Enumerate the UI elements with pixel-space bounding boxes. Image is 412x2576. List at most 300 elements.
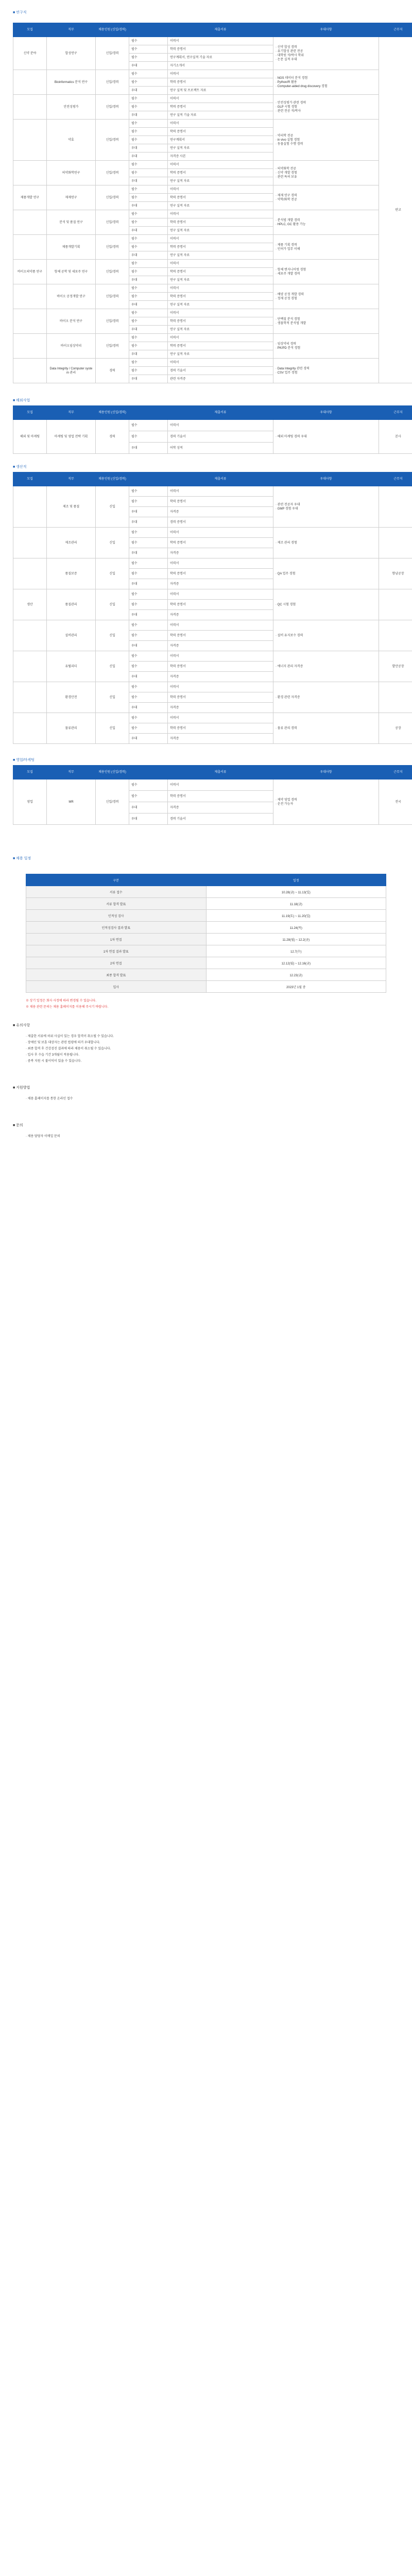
group-cell: 영업 (13, 779, 47, 825)
group-cell (13, 359, 47, 383)
doc-cell: 연구계획서 (168, 136, 273, 144)
header-cell: 근무지 (379, 766, 412, 779)
doc-cell: 경력 기술서 (168, 431, 273, 443)
doc-type-cell: 우대 (129, 814, 168, 825)
doc-cell: 학력 증명서 (168, 723, 273, 734)
location-cell: 전국 (379, 779, 412, 825)
location-cell (379, 528, 412, 558)
table-row (13, 682, 412, 692)
doc-type-cell: 필수 (129, 169, 168, 177)
group-cell: 생산 (13, 589, 47, 620)
doc-type-cell: 필수 (129, 78, 168, 87)
table-row (13, 120, 412, 128)
doc-cell: 이력서 (168, 210, 273, 218)
doc-cell: 학력 증명서 (168, 662, 273, 672)
doc-type-cell: 필수 (129, 260, 168, 268)
count-cell: 신입 (96, 486, 129, 528)
doc-cell: 이력서 (168, 682, 273, 692)
doc-cell: 자기소개서 (168, 62, 273, 70)
count-cell: 신입/경력 (96, 235, 129, 260)
doc-type-cell: 우대 (129, 443, 168, 454)
table-row (13, 235, 412, 243)
header-cell: 채용인원 (신입/경력) (96, 406, 129, 420)
doc-cell: 학력 증명서 (168, 317, 273, 326)
table-row (13, 334, 412, 342)
doc-type-cell: 우대 (129, 301, 168, 309)
doc-type-cell: 우대 (129, 802, 168, 814)
table-row (13, 528, 412, 538)
doc-cell: 학력 증명서 (168, 791, 273, 802)
pref-cell: · 항체 엔지니어링 경험 · 세포주 개발 경력 (273, 260, 379, 284)
doc-type-cell: 필수 (129, 70, 168, 78)
header-row (13, 472, 412, 486)
doc-type-cell: 필수 (129, 284, 168, 293)
schedule-date: 2023년 1월 중 (206, 981, 386, 993)
doc-cell: 연구 실적 자료 (168, 177, 273, 185)
doc-type-cell: 우대 (129, 350, 168, 359)
header-cell (129, 23, 168, 37)
header-cell: 우대사항 (273, 406, 379, 420)
schedule-notes (26, 998, 386, 1009)
doc-cell: 학력 증명서 (168, 293, 273, 301)
pref-cell: · 안전성평가 관련 경력 · GLP 시험 경험 · 관련 전공 석/박사 (273, 95, 379, 120)
apply-label: ■ 지원방법 (13, 1086, 30, 1090)
duty-cell: 제품개발기획 (47, 235, 96, 260)
duty-cell: 바이오 분석 연구 (47, 309, 96, 334)
doc-type-cell: 필수 (129, 558, 168, 569)
table-row (13, 359, 412, 367)
doc-cell: 연구계획서, 연구실적 기술 자료 (168, 54, 273, 62)
schedule-row (26, 945, 386, 957)
count-cell: 신입/경력 (96, 37, 129, 70)
doc-cell: 연구 실적 자료 (168, 227, 273, 235)
count-cell: 신입/경력 (96, 309, 129, 334)
group-cell (13, 682, 47, 713)
schedule-note-2: ※ 채용 관련 문의는 채용 홈페이지를 이용해 주시기 바랍니다. (26, 1006, 109, 1009)
notice-item: · 장애인 및 보훈 대상자는 관련 법령에 의거 우대합니다. (26, 1041, 100, 1044)
sales-jobs-table (13, 765, 412, 825)
schedule-date: 12.23(금) (206, 969, 386, 981)
pref-cell: · 환경 관련 자격증 (273, 682, 379, 713)
count-cell: 신입 (96, 620, 129, 651)
pref-cell: · 약리학 전공 · in vivo 실험 경험 · 동물실험 수행 경력 (273, 120, 379, 161)
pref-cell: · 단백질 분석 경험 · 생물학적 분석법 개발 (273, 309, 379, 334)
group-cell (13, 528, 47, 558)
group-cell (13, 95, 47, 120)
group-cell (13, 161, 47, 185)
duty-cell: 안전성평가 (47, 95, 96, 120)
duty-cell: 설비관리 (47, 620, 96, 651)
group-cell: 제품개발 연구 (13, 185, 47, 210)
doc-cell: 어학 성적 (168, 443, 273, 454)
doc-type-cell: 필수 (129, 620, 168, 631)
doc-cell: 경력 기술서 (168, 367, 273, 375)
doc-cell: 자격증 (168, 703, 273, 713)
doc-type-cell: 필수 (129, 235, 168, 243)
notice-item: · 최종 합격 후 건강검진 결과에 따라 채용이 취소될 수 있습니다. (26, 1047, 111, 1050)
header-row (13, 406, 412, 420)
duty-cell: MR (47, 779, 96, 825)
schedule-note-1: ※ 상기 일정은 회사 사정에 따라 변경될 수 있습니다. (26, 999, 96, 1003)
doc-type-cell: 우대 (129, 62, 168, 70)
doc-type-cell: 우대 (129, 579, 168, 589)
doc-type-cell: 필수 (129, 95, 168, 103)
count-cell: 신입 (96, 528, 129, 558)
table-row (13, 620, 412, 631)
count-cell: 신입/경력 (96, 210, 129, 235)
doc-type-cell: 필수 (129, 420, 168, 431)
doc-cell: 이력서 (168, 70, 273, 78)
doc-type-cell: 우대 (129, 548, 168, 558)
doc-cell: 자격증 (168, 579, 273, 589)
group-cell (13, 713, 47, 744)
apply-text: · 채용 홈페이지를 통한 온라인 접수 (26, 1097, 73, 1100)
schedule-row (26, 969, 386, 981)
doc-type-cell: 필수 (129, 692, 168, 703)
count-cell: 경력 (96, 359, 129, 383)
section1-label: ■ 연구직 (13, 11, 27, 14)
doc-cell: 관련 자격증 (168, 375, 273, 383)
doc-cell: 자격증 (168, 610, 273, 620)
doc-cell: 연구 실적 기술 자료 (168, 111, 273, 120)
doc-type-cell: 필수 (129, 791, 168, 802)
doc-cell: 이력서 (168, 235, 273, 243)
header-cell: 모집 (13, 406, 47, 420)
doc-type-cell: 필수 (129, 268, 168, 276)
schedule-date: 11.24(목) (206, 922, 386, 934)
doc-type-cell: 필수 (129, 45, 168, 54)
group-cell (13, 284, 47, 309)
pref-cell: · 의약화학 전공 · 신약 개발 경험 · 관련 특허 보유 (273, 161, 379, 185)
doc-type-cell: 필수 (129, 359, 168, 367)
group-cell (13, 70, 47, 95)
table-row (13, 779, 412, 791)
header-cell: 우대사항 (273, 472, 379, 486)
doc-type-cell: 우대 (129, 517, 168, 528)
header-cell: 직무 (47, 472, 96, 486)
header-cell: 모집 (13, 472, 47, 486)
duty-cell: 바이오임상약리 (47, 334, 96, 359)
doc-type-cell: 필수 (129, 120, 168, 128)
schedule-date: 10.28(금) ~ 11.13(일) (206, 886, 386, 898)
doc-cell: 연구 실적 자료 (168, 276, 273, 284)
header-cell: 근무지 (379, 472, 412, 486)
schedule-step: 인적성 검사 (26, 910, 207, 922)
doc-type-cell: 우대 (129, 251, 168, 260)
count-cell: 신입/경력 (96, 334, 129, 359)
location-cell: 발안공장 (379, 651, 412, 682)
doc-type-cell: 필수 (129, 161, 168, 169)
doc-type-cell: 필수 (129, 210, 168, 218)
doc-type-cell: 우대 (129, 610, 168, 620)
doc-cell: 학력 증명서 (168, 169, 273, 177)
location-cell: 공장 (379, 713, 412, 744)
contact-text[interactable]: · 채용 담당자 이메일 문의 (26, 1135, 60, 1138)
doc-cell: 이력서 (168, 185, 273, 194)
group-cell (13, 558, 47, 589)
header-cell: 직무 (47, 766, 96, 779)
doc-cell: 학력 증명서 (168, 600, 273, 610)
duty-cell: Data Integrity / Computer system 관리 (47, 359, 96, 383)
table-row (13, 70, 412, 78)
page (0, 0, 412, 1138)
doc-type-cell: 필수 (129, 431, 168, 443)
pref-cell: · 해외 마케팅 경력 우대 (273, 420, 379, 454)
pref-cell: · 물류 관리 경력 (273, 713, 379, 744)
doc-type-cell: 우대 (129, 87, 168, 95)
doc-cell: 이력서 (168, 95, 273, 103)
contact-label: ■ 문의 (13, 1124, 23, 1127)
doc-cell: 연구 실적 자료 (168, 144, 273, 152)
doc-cell: 이력서 (168, 589, 273, 600)
doc-type-cell: 필수 (129, 293, 168, 301)
doc-cell: 이력서 (168, 558, 273, 569)
table-row (13, 260, 412, 268)
duty-cell: 제조 및 품질 (47, 486, 96, 528)
pref-cell: · 제조 관리 경험 (273, 528, 379, 558)
duty-cell: 마케팅 및 영업 전략 기획 (47, 420, 96, 454)
schedule-step: 서류 접수 (26, 886, 207, 898)
doc-cell: 학력 증명서 (168, 78, 273, 87)
header-cell: 직무 (47, 23, 96, 37)
pref-cell: · QA 업무 경험 (273, 558, 379, 589)
doc-type-cell: 필수 (129, 651, 168, 662)
group-cell (13, 651, 47, 682)
doc-type-cell: 필수 (129, 486, 168, 497)
schedule-step: 2차 면접 (26, 957, 207, 969)
table-row (13, 558, 412, 569)
duty-cell: 분석 및 품질 연구 (47, 210, 96, 235)
duty-cell: 제조관리 (47, 528, 96, 558)
doc-type-cell: 필수 (129, 713, 168, 723)
doc-type-cell: 우대 (129, 177, 168, 185)
section3-label: ■ 생산직 (13, 465, 27, 469)
schedule-date: 11.19(토) ~ 11.20(일) (206, 910, 386, 922)
table-row (13, 185, 412, 194)
doc-type-cell: 필수 (129, 538, 168, 548)
duty-cell: 제제연구 (47, 185, 96, 210)
doc-type-cell: 필수 (129, 528, 168, 538)
doc-type-cell: 우대 (129, 641, 168, 651)
doc-cell: 이력서 (168, 161, 273, 169)
header-cell (129, 472, 168, 486)
table-row (13, 589, 412, 600)
schedule-header (26, 874, 386, 886)
doc-cell: 연구 실적 자료 (168, 301, 273, 309)
doc-type-cell: 우대 (129, 375, 168, 383)
schedule-row (26, 886, 386, 898)
location-cell (379, 620, 412, 651)
doc-cell: 학력 증명서 (168, 631, 273, 641)
doc-cell: 학력 증명서 (168, 128, 273, 136)
table-row (13, 161, 412, 169)
doc-type-cell: 필수 (129, 723, 168, 734)
doc-cell: 학력 증명서 (168, 692, 273, 703)
doc-cell: 학력 증명서 (168, 218, 273, 227)
table-row (13, 37, 412, 45)
doc-type-cell: 우대 (129, 703, 168, 713)
schedule-step: 최종 합격 발표 (26, 969, 207, 981)
doc-type-cell: 필수 (129, 342, 168, 350)
group-cell: 해외 및 마케팅 (13, 420, 47, 454)
notice-list (26, 1033, 386, 1063)
header-cell: 모집 (13, 23, 47, 37)
doc-type-cell: 필수 (129, 779, 168, 791)
schedule-row (26, 898, 386, 910)
count-cell: 신입/경력 (96, 70, 129, 95)
doc-cell: 자격증 (168, 672, 273, 682)
table-row (13, 486, 412, 497)
doc-cell: 학력 증명서 (168, 569, 273, 579)
header-cell (129, 406, 168, 420)
doc-type-cell: 우대 (129, 672, 168, 682)
group-cell (13, 486, 47, 528)
location-cell: 판교 (379, 37, 412, 383)
doc-cell: 자격증 (168, 507, 273, 517)
doc-type-cell: 필수 (129, 103, 168, 111)
count-cell: 신입 (96, 589, 129, 620)
doc-cell: 이력서 (168, 309, 273, 317)
schedule-step: 서류 합격 발표 (26, 898, 207, 910)
table-row (13, 309, 412, 317)
doc-type-cell: 우대 (129, 326, 168, 334)
group-cell (13, 334, 47, 359)
doc-type-cell: 필수 (129, 54, 168, 62)
group-cell (13, 620, 47, 651)
table-row (13, 420, 412, 431)
doc-cell: 자격증 (168, 548, 273, 558)
doc-cell: 이력서 (168, 486, 273, 497)
schedule-date: 11.28(월) ~ 12.2(금) (206, 934, 386, 945)
header-cell: 제출서류 (168, 406, 273, 420)
count-cell: 신입/경력 (96, 284, 129, 309)
doc-cell: 연구 실적 자료 (168, 251, 273, 260)
schedule-row (26, 981, 386, 993)
doc-type-cell: 필수 (129, 334, 168, 342)
count-cell: 신입/경력 (96, 95, 129, 120)
schedule-row (26, 934, 386, 945)
doc-type-cell: 필수 (129, 136, 168, 144)
schedule-step: 1차 면접 (26, 934, 207, 945)
doc-cell: 학력 증명서 (168, 497, 273, 507)
doc-type-cell: 우대 (129, 507, 168, 517)
count-cell: 경력 (96, 420, 129, 454)
pref-cell: · 분석법 개발 경력 · HPLC, GC 활용 가능 (273, 210, 379, 235)
notice-item: · 제출한 서류에 허위 사실이 있는 경우 합격이 취소될 수 있습니다. (26, 1035, 114, 1038)
duty-cell: 의약화학연구 (47, 161, 96, 185)
count-cell: 신입 (96, 682, 129, 713)
doc-type-cell: 우대 (129, 144, 168, 152)
pref-cell: · 에너지 관리 자격증 (273, 651, 379, 682)
duty-cell: 합성연구 (47, 37, 96, 70)
doc-cell: 자격증 (168, 734, 273, 744)
group-cell (13, 120, 47, 161)
research-jobs-table (13, 23, 412, 383)
notice-label: ■ 유의사항 (13, 1024, 30, 1027)
table-row (13, 95, 412, 103)
doc-type-cell: 필수 (129, 631, 168, 641)
table-row (13, 713, 412, 723)
production-jobs-table (13, 472, 412, 744)
schedule-date: 11.18(금) (206, 898, 386, 910)
table-row (13, 210, 412, 218)
group-cell (13, 309, 47, 334)
doc-cell: 이력서 (168, 120, 273, 128)
pref-cell: · 배양 공정 개발 경력 · 정제 공정 경험 (273, 284, 379, 309)
location-cell (379, 486, 412, 528)
count-cell: 신입 (96, 651, 129, 682)
doc-cell: 자격증 (168, 641, 273, 651)
doc-cell: 이력서 (168, 334, 273, 342)
group-cell: 바이오의약품 연구 (13, 260, 47, 284)
location-cell (379, 589, 412, 620)
doc-cell: 이력서 (168, 260, 273, 268)
count-cell: 신입/경력 (96, 260, 129, 284)
header-cell: 제출서류 (168, 23, 273, 37)
doc-type-cell: 필수 (129, 218, 168, 227)
schedule-step: 인적성검사 결과 발표 (26, 922, 207, 934)
doc-type-cell: 필수 (129, 37, 168, 45)
duty-cell: 항체 공학 및 세포주 연구 (47, 260, 96, 284)
group-cell: 신약 분야 (13, 37, 47, 70)
header-cell: 모집 (13, 766, 47, 779)
doc-cell: 이력서 (168, 37, 273, 45)
schedule-row (26, 910, 386, 922)
doc-cell: 이력서 (168, 713, 273, 723)
duty-cell: 바이오 공정개발 연구 (47, 284, 96, 309)
header-cell: 직무 (47, 406, 96, 420)
doc-cell: 학력 증명서 (168, 538, 273, 548)
duty-cell: 품질관리 (47, 589, 96, 620)
pref-cell: · 설비 유지보수 경력 (273, 620, 379, 651)
schedule-date: 12.7(수) (206, 945, 386, 957)
duty-cell: 환경안전 (47, 682, 96, 713)
location-cell (379, 682, 412, 713)
pref-cell: · 임상약리 경력 · PK/PD 분석 경험 (273, 334, 379, 359)
doc-cell: 학력 증명서 (168, 342, 273, 350)
doc-type-cell: 필수 (129, 367, 168, 375)
header-cell: 제출서류 (168, 472, 273, 486)
schedule-row (26, 922, 386, 934)
doc-cell: 연구 실적 자료 (168, 326, 273, 334)
table-row (13, 651, 412, 662)
doc-type-cell: 우대 (129, 111, 168, 120)
header-cell: 채용인원 (신입/경력) (96, 23, 129, 37)
doc-cell: 이력서 (168, 284, 273, 293)
table-row (13, 284, 412, 293)
header-cell: 근무지 (379, 23, 412, 37)
group-cell (13, 235, 47, 260)
doc-cell: 경력 기술서 (168, 814, 273, 825)
doc-cell: 연구 실적 및 프로젝트 자료 (168, 87, 273, 95)
duty-cell: 유틸리티 (47, 651, 96, 682)
doc-type-cell: 필수 (129, 194, 168, 202)
header-row (13, 766, 412, 779)
doc-cell: 이력서 (168, 620, 273, 631)
doc-type-cell: 우대 (129, 227, 168, 235)
location-cell: 본사 (379, 420, 412, 454)
duty-cell: 약효 (47, 120, 96, 161)
doc-type-cell: 필수 (129, 682, 168, 692)
doc-cell: 학력 증명서 (168, 268, 273, 276)
doc-type-cell: 우대 (129, 734, 168, 744)
group-cell (13, 210, 47, 235)
doc-cell: 자격증 사본 (168, 152, 273, 161)
count-cell: 신입 (96, 558, 129, 589)
doc-type-cell: 필수 (129, 128, 168, 136)
doc-cell: 학력 증명서 (168, 243, 273, 251)
schedule-header-cell: 구분 (26, 874, 207, 886)
